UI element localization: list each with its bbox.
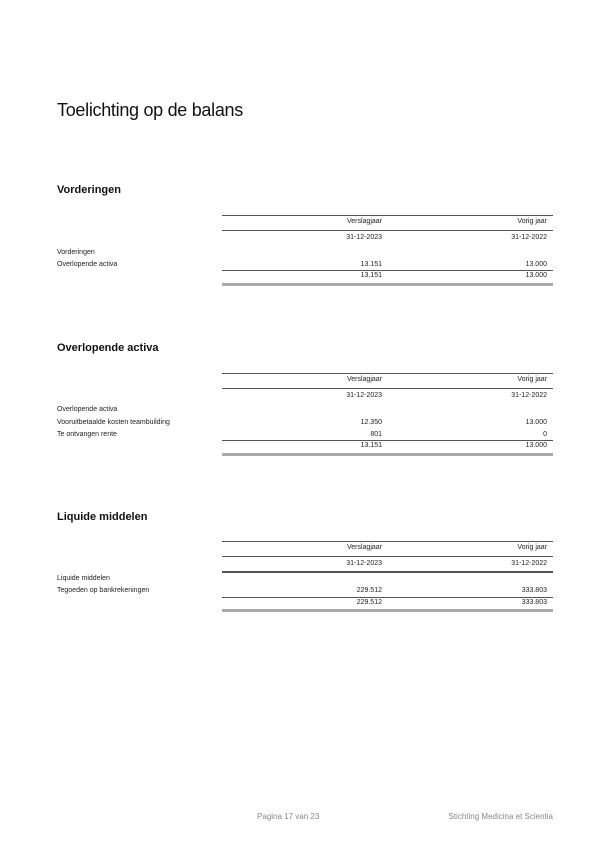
column-header-current-year: Verslagjaar — [346, 376, 382, 383]
total-current: 13.151 — [360, 272, 382, 279]
group-label: Vorderingen — [57, 249, 95, 256]
row-label: Overlopende activa — [57, 261, 118, 268]
column-header-previous-year: Vorig jaar — [517, 218, 547, 225]
table-top-rule — [222, 215, 553, 216]
header-rule — [222, 556, 553, 557]
subtotal-rule — [222, 270, 553, 271]
column-header-previous-year: Vorig jaar — [517, 544, 547, 551]
date-current-year: 31-12-2023 — [346, 392, 382, 399]
total-rule — [222, 453, 553, 456]
row-value-previous: 13.000 — [525, 261, 547, 268]
row-value-current: 12.350 — [360, 419, 382, 426]
total-current: 13.151 — [360, 442, 382, 449]
total-rule — [222, 609, 553, 612]
column-header-previous-year: Vorig jaar — [517, 376, 547, 383]
row-value-current: 229.512 — [356, 587, 382, 594]
row-label: Tegoeden op bankrekeningen — [57, 587, 150, 594]
table-top-rule — [222, 541, 553, 542]
group-label: Liquide middelen — [57, 575, 110, 582]
row-value-current: 13.151 — [360, 261, 382, 268]
row-value-previous: 13.000 — [525, 419, 547, 426]
date-previous-year: 31-12-2022 — [511, 560, 547, 567]
footer-organization: Stichting Medicina et Scientia — [448, 812, 553, 821]
section-overlopende-activa — [57, 342, 553, 462]
balance-table — [222, 373, 553, 458]
section-title: Vorderingen — [57, 184, 121, 196]
balance-table — [222, 215, 553, 290]
row-value-current: 801 — [370, 431, 382, 438]
row-value-previous: 333.803 — [521, 587, 547, 594]
total-rule — [222, 283, 553, 286]
row-label: Te ontvangen rente — [57, 431, 117, 438]
date-current-year: 31-12-2023 — [346, 560, 382, 567]
section-title: Overlopende activa — [57, 342, 159, 354]
header-rule — [222, 388, 553, 389]
balance-table — [222, 541, 553, 616]
column-header-current-year: Verslagjaar — [346, 218, 382, 225]
date-current-year: 31-12-2023 — [346, 234, 382, 241]
total-current: 229.512 — [356, 599, 382, 606]
total-previous: 13.000 — [525, 272, 547, 279]
date-previous-year: 31-12-2022 — [511, 392, 547, 399]
row-value-previous: 0 — [543, 431, 547, 438]
section-vorderingen — [57, 184, 553, 294]
row-label: Vooruitbetaalde kosten teambuilding — [57, 419, 170, 426]
subtotal-rule — [222, 440, 553, 441]
date-rule — [222, 571, 553, 573]
total-previous: 13.000 — [525, 442, 547, 449]
column-header-current-year: Verslagjaar — [346, 544, 382, 551]
section-liquide-middelen — [57, 511, 553, 621]
total-previous: 333.803 — [521, 599, 547, 606]
date-previous-year: 31-12-2022 — [511, 234, 547, 241]
page-title: Toelichting op de balans — [57, 100, 243, 120]
header-rule — [222, 230, 553, 231]
group-label: Overlopende activa — [57, 406, 118, 413]
subtotal-rule — [222, 597, 553, 598]
section-title: Liquide middelen — [57, 511, 148, 523]
table-top-rule — [222, 373, 553, 374]
footer-page-number: Pagina 17 van 23 — [257, 812, 320, 821]
